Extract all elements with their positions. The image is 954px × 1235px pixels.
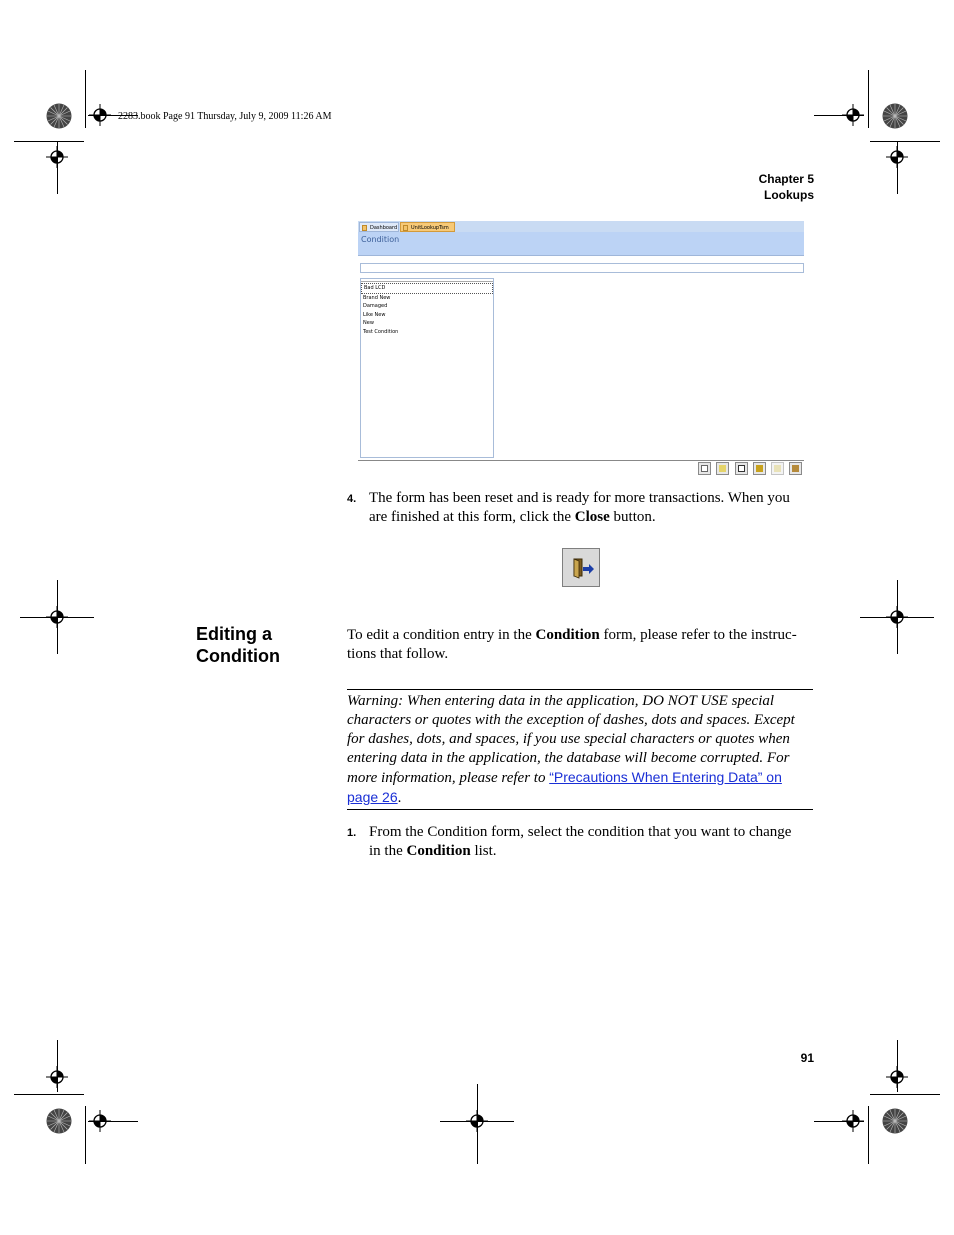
tab-dashboard[interactable] bbox=[359, 222, 399, 232]
form-header bbox=[358, 232, 804, 256]
search-input[interactable] bbox=[360, 263, 804, 273]
close-button[interactable] bbox=[789, 462, 802, 475]
condition-list[interactable] bbox=[360, 278, 494, 458]
step-4-line: are finished at this form, click the Close button. bbox=[369, 509, 656, 525]
registration-target-icon bbox=[886, 146, 908, 168]
warning-line: more information, please refer to “Precautions When Entering Data” on bbox=[347, 769, 782, 786]
tab-label: UnitLookupTsm bbox=[411, 225, 449, 231]
delete-button[interactable] bbox=[753, 462, 766, 475]
registration-target-icon bbox=[46, 606, 68, 628]
step-4-line: The form has been reset and is ready for more transactions. When you bbox=[369, 490, 790, 506]
new-record-icon bbox=[701, 465, 708, 472]
save-icon bbox=[738, 465, 745, 472]
warning-line: entering data in the application, the database will become corrupted. For bbox=[347, 750, 790, 766]
registration-target-icon bbox=[842, 1110, 864, 1132]
exit-door-icon bbox=[563, 549, 599, 586]
registration-target-icon bbox=[886, 606, 908, 628]
step-number: 4. bbox=[347, 493, 357, 505]
undo-icon bbox=[774, 465, 781, 472]
list-item[interactable]: New bbox=[363, 320, 374, 327]
warning-bottom-rule bbox=[347, 809, 813, 810]
list-item[interactable]: Bad LCD bbox=[361, 283, 493, 294]
registration-target-icon bbox=[46, 146, 68, 168]
registration-target-icon bbox=[89, 1110, 111, 1132]
close-button[interactable] bbox=[562, 548, 600, 587]
intro-line: tions that follow. bbox=[347, 646, 449, 662]
step-1-text bbox=[369, 823, 819, 861]
list-item[interactable]: Damaged bbox=[363, 303, 388, 310]
warning-note bbox=[347, 692, 817, 808]
section-heading-line: Editing a bbox=[196, 624, 272, 644]
section-heading-line: Condition bbox=[196, 646, 280, 666]
warning-line: Warning: When entering data in the application, DO NOT USE special bbox=[347, 693, 775, 709]
step-4-text bbox=[369, 489, 819, 527]
step-1-line: in the Condition list. bbox=[369, 843, 497, 859]
list-item[interactable]: Test Condition bbox=[363, 328, 399, 335]
close-icon bbox=[792, 465, 799, 472]
running-header-section: Lookups bbox=[764, 188, 814, 202]
registration-target-icon bbox=[466, 1110, 488, 1132]
page-number: 91 bbox=[800, 1051, 814, 1065]
step-number: 1. bbox=[347, 827, 357, 839]
edit-icon bbox=[719, 465, 726, 472]
registration-target-icon bbox=[46, 1066, 68, 1088]
edit-button[interactable] bbox=[716, 462, 729, 475]
save-button[interactable] bbox=[735, 462, 748, 475]
list-item[interactable]: Brand New bbox=[363, 294, 391, 301]
form-tab-icon bbox=[362, 225, 367, 231]
warning-top-rule bbox=[347, 689, 813, 690]
tab-unit-lookup[interactable] bbox=[400, 222, 455, 232]
warning-line: characters or quotes with the exception of dashes, dots and spaces. Except bbox=[347, 712, 795, 728]
registration-target-icon bbox=[89, 104, 111, 126]
starburst-mark-icon bbox=[882, 1108, 908, 1134]
list-item[interactable]: Like New bbox=[363, 311, 386, 318]
page-26-link[interactable]: page 26 bbox=[347, 789, 398, 805]
intro-paragraph bbox=[347, 626, 817, 664]
undo-button[interactable] bbox=[771, 462, 784, 475]
form-tab-icon bbox=[403, 225, 408, 231]
tab-bar bbox=[358, 221, 804, 232]
warning-line: for dashes, dots, and spaces, if you use special characters or quotes when bbox=[347, 731, 790, 747]
toolbar-divider bbox=[358, 460, 804, 461]
precautions-link[interactable]: “Precautions When Entering Data” on bbox=[549, 769, 782, 785]
section-heading bbox=[196, 623, 280, 667]
intro-line: To edit a condition entry in the Condition form, please refer to the instruc- bbox=[347, 627, 797, 643]
warning-line: page 26. bbox=[347, 789, 402, 806]
starburst-mark-icon bbox=[46, 103, 72, 129]
new-record-button[interactable] bbox=[698, 462, 711, 475]
registration-target-icon bbox=[886, 1066, 908, 1088]
running-header-chapter: Chapter 5 bbox=[758, 172, 814, 186]
form-title: Condition bbox=[361, 235, 400, 244]
starburst-mark-icon bbox=[46, 1108, 72, 1134]
print-slug: 2283.book Page 91 Thursday, July 9, 2009 11:26 AM bbox=[118, 111, 332, 122]
delete-icon bbox=[756, 465, 763, 472]
registration-target-icon bbox=[842, 104, 864, 126]
starburst-mark-icon bbox=[882, 103, 908, 129]
condition-form-screenshot bbox=[358, 221, 804, 479]
tab-label: Dashboard bbox=[370, 225, 398, 231]
step-1-line: From the Condition form, select the condition that you want to change bbox=[369, 824, 792, 840]
